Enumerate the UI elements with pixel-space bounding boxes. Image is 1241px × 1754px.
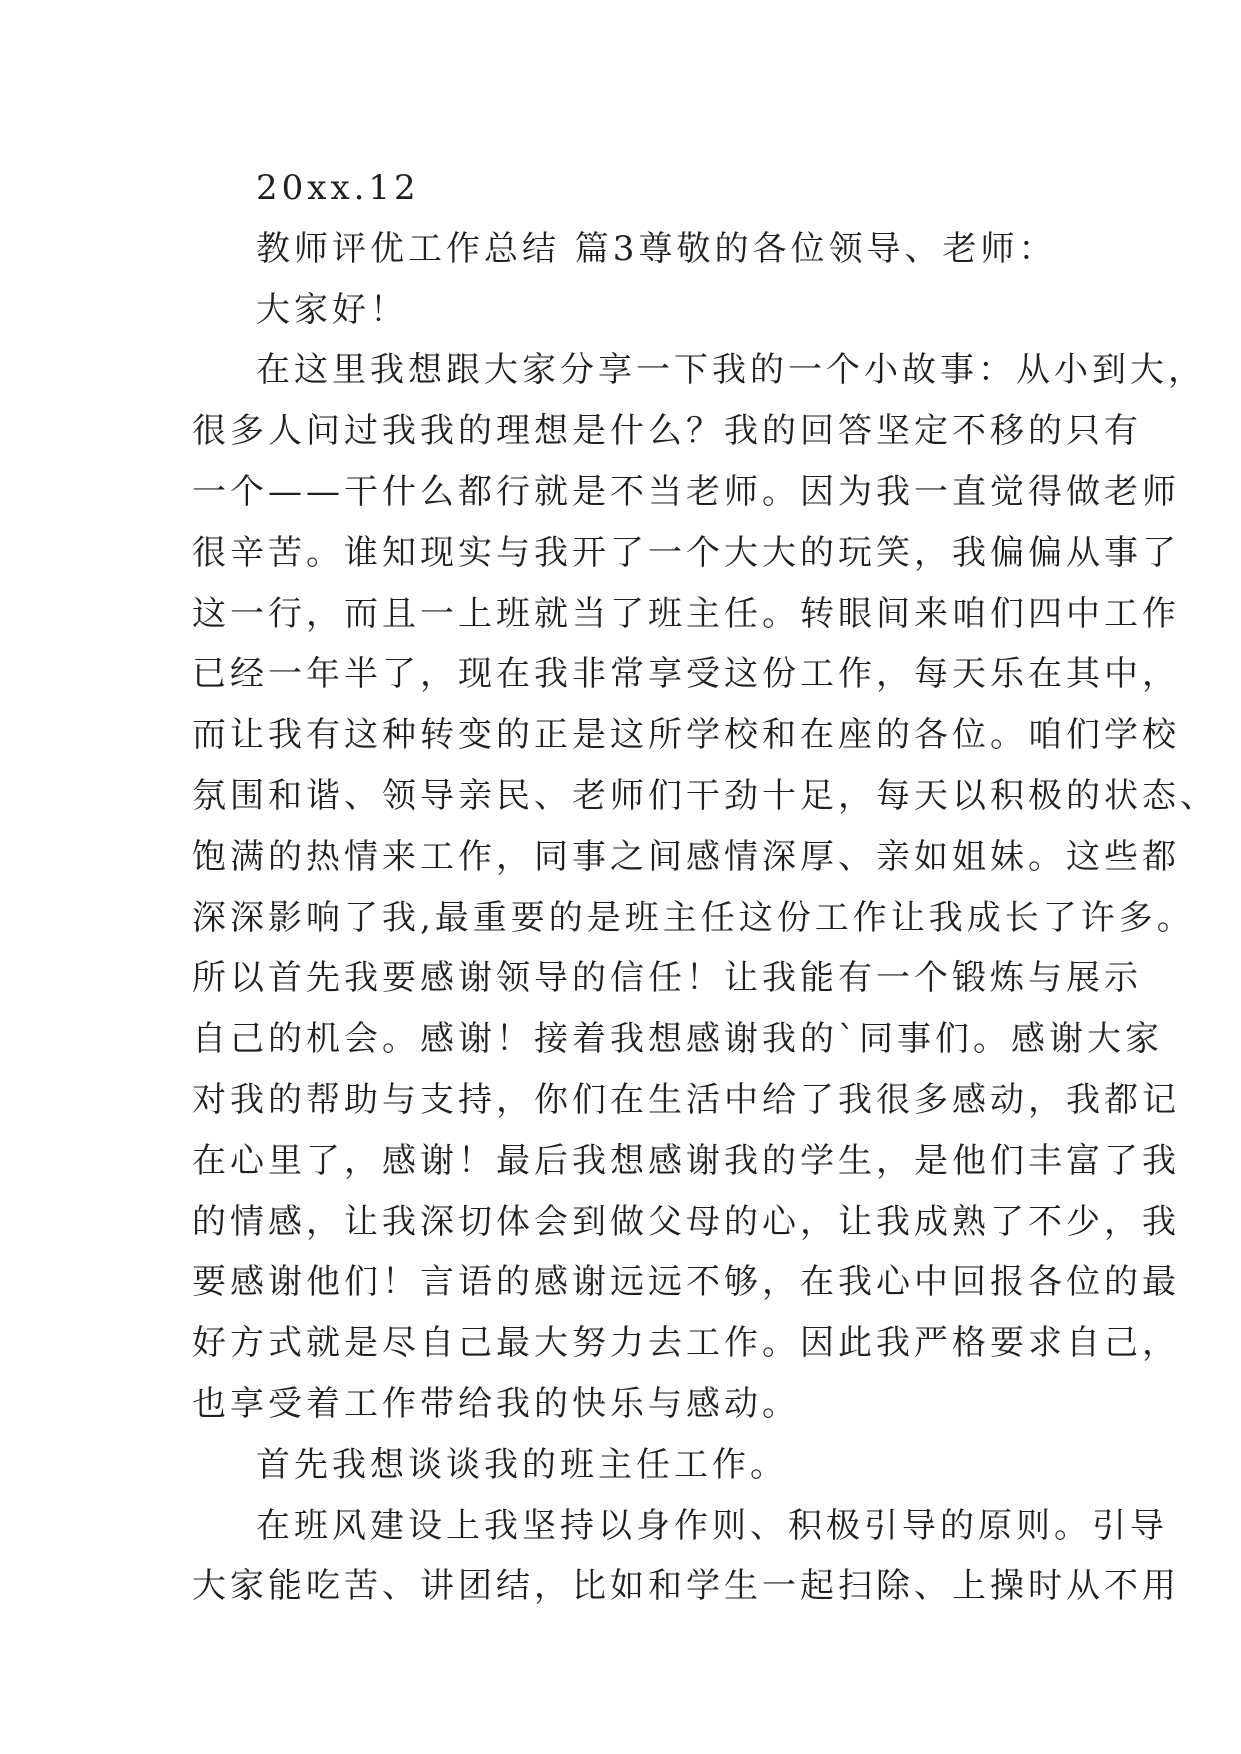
paragraph-line: 氛围和谐、领导亲民、老师们干劲十足，每天以积极的状态、 [192, 775, 1218, 816]
title-line: 教师评优工作总结 篇3尊敬的各位领导、老师： [256, 228, 1057, 269]
paragraph-line: 对我的帮助与支持，你们在生活中给了我很多感动，我都记 [192, 1079, 1180, 1120]
paragraph-line: 大家能吃苦、讲团结，比如和学生一起扫除、上操时从不用 [192, 1566, 1180, 1607]
paragraph-line: 在这里我想跟大家分享一下我的一个小故事：从小到大， [256, 350, 1206, 391]
paragraph-class-work: 首先我想谈谈我的班主任工作。 [256, 1444, 788, 1485]
paragraph-line: 而让我有这种转变的正是这所学校和在座的各位。咱们学校 [192, 715, 1180, 756]
paragraph-line: 饱满的热情来工作，同事之间感情深厚、亲如姐妹。这些都 [192, 836, 1180, 877]
document-body [192, 158, 1218, 1617]
paragraph-line: 一个——干什么都行就是不当老师。因为我一直觉得做老师 [192, 471, 1180, 512]
paragraph-line: 在班风建设上我坚持以身作则、积极引导的原则。引导 [256, 1505, 1168, 1546]
paragraph-gratitude [192, 340, 1218, 1434]
paragraph-line: 深深影响了我,最重要的是班主任这份工作让我成长了许多。 [192, 897, 1195, 938]
paragraph-line: 自己的机会。感谢！接着我想感谢我的`同事们。感谢大家 [192, 1019, 1163, 1060]
paragraph-line: 也享受着工作带给我的快乐与感动。 [192, 1383, 800, 1424]
paragraph-class-style [192, 1496, 1180, 1618]
paragraph-line: 好方式就是尽自己最大努力去工作。因此我严格要求自己， [192, 1323, 1180, 1364]
paragraph-line: 很辛苦。谁知现实与我开了一个大大的玩笑，我偏偏从事了 [192, 532, 1180, 573]
paragraph-line: 的情感，让我深切体会到做父母的心，让我成熟了不少，我 [192, 1201, 1180, 1242]
paragraph-line: 已经一年半了，现在我非常享受这份工作，每天乐在其中， [192, 654, 1180, 695]
paragraph-line: 很多人问过我我的理想是什么？我的回答坚定不移的只有 [192, 411, 1142, 452]
paragraph-line: 要感谢他们！言语的感谢远远不够，在我心中回报各位的最 [192, 1262, 1180, 1303]
paragraph-line: 在心里了，感谢！最后我想感谢我的学生，是他们丰富了我 [192, 1140, 1180, 1181]
paragraph-line: 所以首先我要感谢领导的信任！让我能有一个锻炼与展示 [192, 958, 1142, 999]
date-line: 20xx.12 [256, 168, 420, 208]
paragraph-line: 这一行，而且一上班就当了班主任。转眼间来咱们四中工作 [192, 593, 1180, 634]
greeting-line: 大家好！ [256, 289, 408, 330]
